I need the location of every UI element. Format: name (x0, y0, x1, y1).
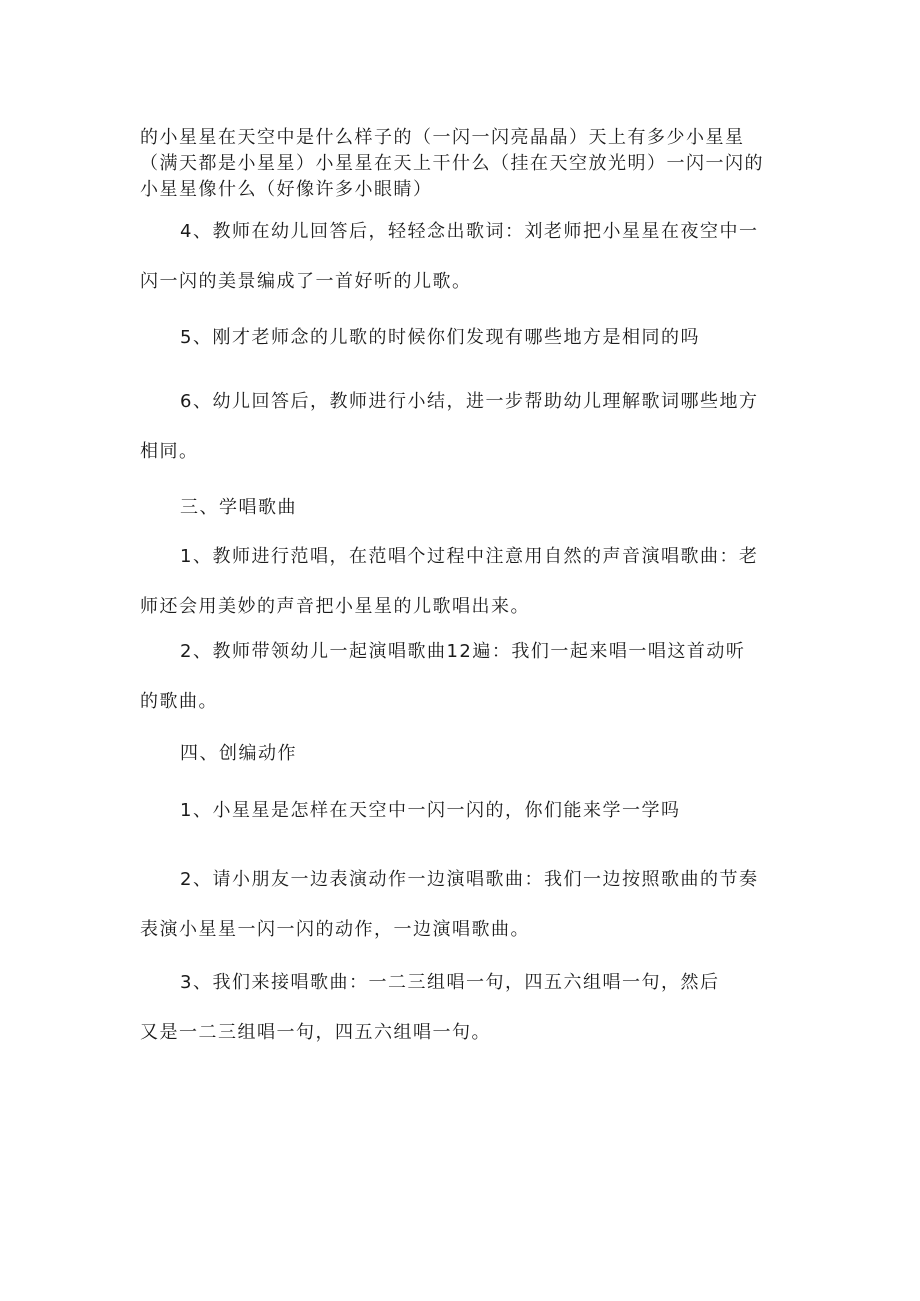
text-line: 1、小星星是怎样在天空中一闪一闪的，你们能来学一学吗 (180, 800, 681, 821)
text-line: 的歌曲。 (140, 691, 218, 712)
paragraph-step-5 (140, 325, 790, 351)
paragraph-action-2 (140, 855, 790, 955)
text-line: 相同。 (140, 441, 199, 462)
text-line: 6、幼儿回答后，教师进行小结，进一步帮助幼儿理解歌词哪些地方 (180, 391, 759, 412)
paragraph-step-4 (140, 207, 790, 307)
text-line: 4、教师在幼儿回答后，轻轻念出歌词：刘老师把小星星在夜空中一 (180, 221, 759, 242)
text-line: 表演小星星一闪一闪的动作，一边演唱歌曲。 (140, 919, 530, 940)
text-line: 1、教师进行范唱，在范唱个过程中注意用自然的声音演唱歌曲：老 (180, 546, 759, 567)
text-line: 三、学唱歌曲 (180, 497, 297, 518)
text-line: 2、教师带领幼儿一起演唱歌曲12遍：我们一起来唱一唱这首动听 (180, 641, 746, 662)
text-line: 3、我们来接唱歌曲：一二三组唱一句，四五六组唱一句，然后 (180, 972, 720, 993)
text-line: 四、创编动作 (180, 743, 297, 764)
text-line: 闪一闪的美景编成了一首好听的儿歌。 (140, 271, 472, 292)
paragraph-step-6 (140, 377, 790, 477)
section-heading-4 (140, 741, 790, 767)
text-line: 的小星星在天空中是什么样子的（一闪一闪亮晶晶）天上有多少小星星 (140, 127, 745, 148)
text-line: 又是一二三组唱一句，四五六组唱一句。 (140, 1022, 491, 1043)
text-line: 小星星像什么（好像许多小眼睛） (140, 179, 433, 200)
text-line: 5、刚才老师念的儿歌的时候你们发现有哪些地方是相同的吗 (180, 327, 700, 348)
section-heading-3 (140, 495, 790, 521)
paragraph-action-1 (140, 798, 790, 824)
paragraph-sing-2 (140, 627, 790, 727)
text-line: 师还会用美妙的声音把小星星的儿歌唱出来。 (140, 596, 530, 617)
paragraph-intro (140, 125, 790, 203)
paragraph-sing-1 (140, 532, 790, 632)
paragraph-action-3 (140, 958, 790, 1058)
text-line: （满天都是小星星）小星星在天上干什么（挂在天空放光明）一闪一闪的 (140, 153, 764, 174)
text-line: 2、请小朋友一边表演动作一边演唱歌曲：我们一边按照歌曲的节奏 (180, 869, 759, 890)
